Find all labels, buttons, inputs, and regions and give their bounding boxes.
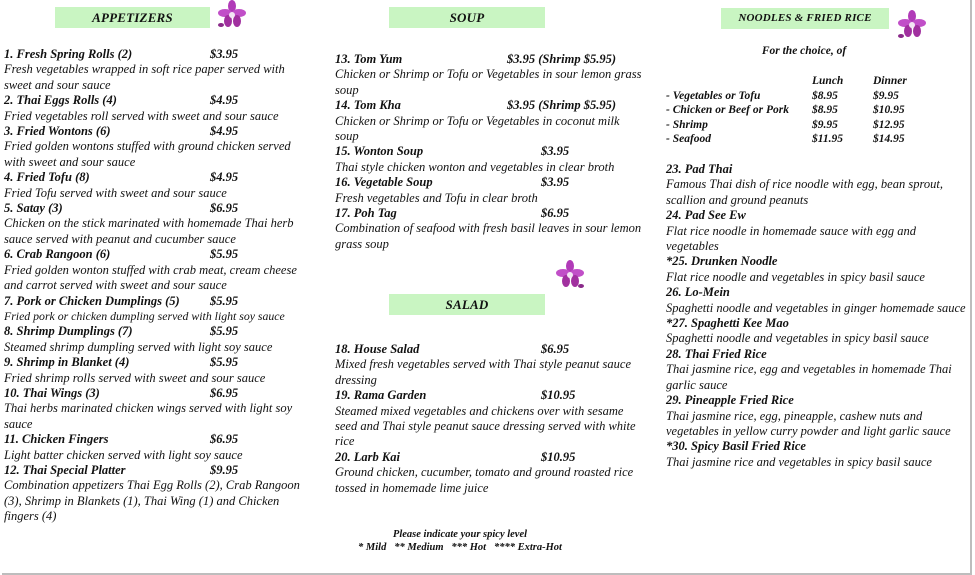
- menu-item: [4, 201, 309, 247]
- item-name: 23. Pad Thai: [666, 162, 733, 176]
- item-description: Thai jasmine rice, egg and vegetables in homemade Thai garlic sauce: [666, 362, 952, 392]
- menu-item: [4, 47, 309, 93]
- item-description: Thai jasmine rice and vegetables in spicy basil sauce: [666, 454, 932, 469]
- item-price: $6.95: [541, 206, 570, 221]
- item-description: Spaghetti noodle and vegetables in spicy basil sauce: [666, 331, 929, 346]
- orchid-icon: [895, 10, 929, 40]
- menu-item: [335, 388, 645, 450]
- menu-item: [335, 342, 645, 388]
- item-price: $5.95: [210, 355, 239, 370]
- item-description: Thai jasmine rice, egg, pineapple, cashew nuts and vegetables in yellow curry powder and light garlic sauce: [666, 408, 951, 438]
- menu-item: [4, 294, 309, 325]
- menu-item: [666, 439, 968, 470]
- item-name: 15. Wonton Soup: [335, 144, 424, 159]
- item-price: $3.95: [541, 144, 570, 159]
- item-description: Light batter chicken served with light soy sauce: [4, 447, 243, 462]
- lunch-price: $8.95: [812, 89, 838, 102]
- item-description: Fried pork or chicken dumpling served with light soy sauce: [4, 308, 285, 323]
- menu-item: [666, 208, 968, 254]
- spicy-note-title: Please indicate your spicy level: [392, 529, 528, 540]
- menu-item: [335, 175, 645, 206]
- item-description: Flat rice noodle and vegetables in spicy basil sauce: [666, 269, 925, 284]
- lunch-header: Lunch: [812, 75, 844, 87]
- protein-label: - Shrimp: [666, 118, 708, 131]
- lunch-price: $8.95: [812, 104, 838, 116]
- item-price: $3.95: [541, 175, 570, 190]
- item-name: 8. Shrimp Dumplings (7): [4, 324, 133, 339]
- item-description: Combination of seafood with fresh basil leaves in sour lemon grass soup: [335, 221, 642, 251]
- item-price: $6.95: [541, 342, 570, 356]
- dinner-header: Dinner: [873, 75, 907, 87]
- item-price: $4.95: [210, 124, 239, 139]
- item-price: $3.95 (Shrimp $5.95): [507, 98, 617, 113]
- item-price: $4.95: [210, 93, 239, 108]
- item-description: Chicken or Shrimp or Tofu or Vegetables in coconut milk soup: [335, 113, 620, 144]
- spicy-level-note: [340, 528, 580, 554]
- orchid-icon: [215, 0, 249, 30]
- item-description: Spaghetti noodle and vegetables in ginger homemade sauce: [666, 300, 966, 315]
- item-name: 19. Rama Garden: [335, 388, 427, 403]
- item-name: 24. Pad See Ew: [666, 208, 746, 223]
- table-row: [666, 103, 907, 118]
- item-name: 26. Lo-Mein: [666, 285, 730, 300]
- item-name: 18. House Salad: [335, 342, 420, 356]
- item-name: 10. Thai Wings (3): [4, 385, 100, 400]
- dinner-price: $12.95: [873, 118, 905, 131]
- salad-header: SALAD: [389, 294, 545, 315]
- item-name: 11. Chicken Fingers: [4, 432, 109, 447]
- lunch-price: $9.95: [812, 118, 838, 131]
- dinner-price: $9.95: [873, 89, 899, 102]
- spicy-note-levels: * Mild ** Medium *** Hot **** Extra-Hot: [358, 542, 562, 553]
- item-description: Ground chicken, cucumber, tomato and ground roasted rice tossed in homemade lime juice: [335, 465, 634, 495]
- item-description: Chicken on the stick marinated with homemade Thai herb sauce served with peanut and cucumber sauce: [4, 216, 294, 246]
- menu-item: [4, 247, 309, 293]
- item-price: $3.95: [210, 47, 239, 61]
- item-name: 7. Pork or Chicken Dumplings (5): [4, 293, 180, 308]
- appetizers-header: APPETIZERS: [55, 7, 210, 28]
- item-name: 12. Thai Special Platter: [4, 462, 126, 477]
- menu-item: [4, 463, 309, 525]
- item-price: $6.95: [210, 385, 239, 400]
- menu-item: [4, 93, 309, 124]
- salad-list: [335, 342, 645, 496]
- item-name: 6. Crab Rangoon (6): [4, 247, 111, 262]
- menu-item: [4, 432, 309, 463]
- item-price: $5.95: [210, 324, 239, 339]
- menu-item: [666, 316, 968, 347]
- table-header-row: [666, 74, 907, 89]
- choice-pricing: [666, 44, 966, 147]
- item-price: $3.95 (Shrimp $5.95): [507, 52, 617, 66]
- item-description: Fried shrimp rolls served with sweet and sour sauce: [4, 370, 266, 385]
- table-row: [666, 132, 907, 147]
- item-description: Fresh vegetables and Tofu in clear broth: [335, 190, 538, 205]
- menu-item: [4, 124, 309, 170]
- noodles-header: NOODLES & FRIED RICE: [721, 8, 889, 29]
- item-price: $4.95: [210, 170, 239, 185]
- item-description: Fried Tofu served with sweet and sour sauce: [4, 185, 227, 200]
- item-name: 3. Fried Wontons (6): [4, 124, 111, 139]
- item-name: 29. Pineapple Fried Rice: [666, 393, 794, 408]
- item-name: *27. Spaghetti Kee Mao: [666, 316, 789, 331]
- item-description: Thai herbs marinated chicken wings served with light soy sauce: [4, 401, 293, 431]
- soup-header: SOUP: [389, 7, 545, 28]
- item-description: Famous Thai dish of rice noodle with egg, bean sprout, scallion and ground peanuts: [666, 177, 943, 207]
- item-price: $9.95: [210, 462, 239, 477]
- dinner-price: $14.95: [873, 133, 905, 145]
- item-name: *30. Spicy Basil Fried Rice: [666, 439, 806, 454]
- menu-item: [335, 144, 645, 175]
- noodles-list: [666, 162, 968, 470]
- menu-item: [335, 52, 645, 98]
- menu-item: [4, 324, 309, 355]
- item-description: Combination appetizers Thai Egg Rolls (2), Crab Rangoon (3), Shrimp in Blankets (1), Thai Wing (1) and Chicken fingers (4): [4, 478, 300, 524]
- item-price: $10.95: [541, 449, 576, 464]
- item-description: Fried golden wonton stuffed with crab meat, cream cheese and carrot served with sweet and sour sauce: [4, 262, 297, 293]
- item-name: 28. Thai Fried Rice: [666, 346, 767, 361]
- item-price: $5.95: [210, 247, 239, 262]
- menu-item: [335, 206, 645, 252]
- orchid-icon: [553, 260, 587, 290]
- item-price: $6.95: [210, 201, 239, 216]
- item-name: 20. Larb Kai: [335, 449, 400, 464]
- item-description: Fresh vegetables wrapped in soft rice paper served with sweet and sour sauce: [4, 62, 285, 92]
- item-name: 14. Tom Kha: [335, 98, 401, 113]
- table-row: [666, 118, 907, 133]
- protein-label: - Vegetables or Tofu: [666, 89, 761, 102]
- item-name: 5. Satay (3): [4, 201, 63, 216]
- item-name: *25. Drunken Noodle: [666, 254, 778, 269]
- item-price: $6.95: [210, 432, 239, 447]
- menu-item: [4, 355, 309, 386]
- item-name: 17. Poh Tag: [335, 206, 397, 221]
- lunch-price: $11.95: [812, 133, 843, 145]
- menu-item: [666, 162, 968, 208]
- protein-label: - Seafood: [666, 133, 712, 145]
- dinner-price: $10.95: [873, 104, 905, 116]
- item-name: 1. Fresh Spring Rolls (2): [4, 47, 133, 61]
- protein-label: - Chicken or Beef or Pork: [666, 104, 789, 116]
- item-description: Fried vegetables roll served with sweet and sour sauce: [4, 108, 279, 123]
- item-description: Chicken or Shrimp or Tofu or Vegetables in sour lemon grass soup: [335, 67, 642, 97]
- menu-item: [666, 254, 968, 285]
- item-description: Thai style chicken wonton and vegetables in clear broth: [335, 159, 615, 174]
- soup-list: [335, 52, 645, 252]
- item-name: 16. Vegetable Soup: [335, 175, 433, 190]
- table-row: [666, 89, 907, 104]
- menu-item: [4, 386, 309, 432]
- item-price: $10.95: [541, 388, 576, 403]
- menu-item: [666, 347, 968, 393]
- item-description: Steamed mixed vegetables and chickens over with sesame seed and Thai style peanut sauce dressing served with white rice: [335, 403, 636, 449]
- appetizers-list: [4, 47, 309, 525]
- item-name: 4. Fried Tofu (8): [4, 170, 90, 185]
- menu-item: [335, 450, 645, 496]
- item-description: Steamed shrimp dumpling served with light soy sauce: [4, 339, 273, 354]
- item-description: Fried golden wontons stuffed with ground chicken served with sweet and sour sauce: [4, 139, 291, 169]
- item-description: Mixed fresh vegetables served with Thai style peanut sauce dressing: [335, 357, 631, 387]
- menu-item: [4, 170, 309, 201]
- menu-item: [666, 393, 968, 439]
- item-name: 2. Thai Eggs Rolls (4): [4, 93, 117, 108]
- item-price: $5.95: [210, 293, 239, 308]
- choice-title: For the choice, of: [761, 45, 847, 57]
- choice-table: [666, 74, 907, 147]
- item-description: Flat rice noodle in homemade sauce with egg and vegetables: [666, 223, 916, 254]
- item-name: 9. Shrimp in Blanket (4): [4, 355, 130, 370]
- menu-item: [666, 285, 968, 316]
- item-name: 13. Tom Yum: [335, 52, 403, 66]
- menu-item: [335, 98, 645, 144]
